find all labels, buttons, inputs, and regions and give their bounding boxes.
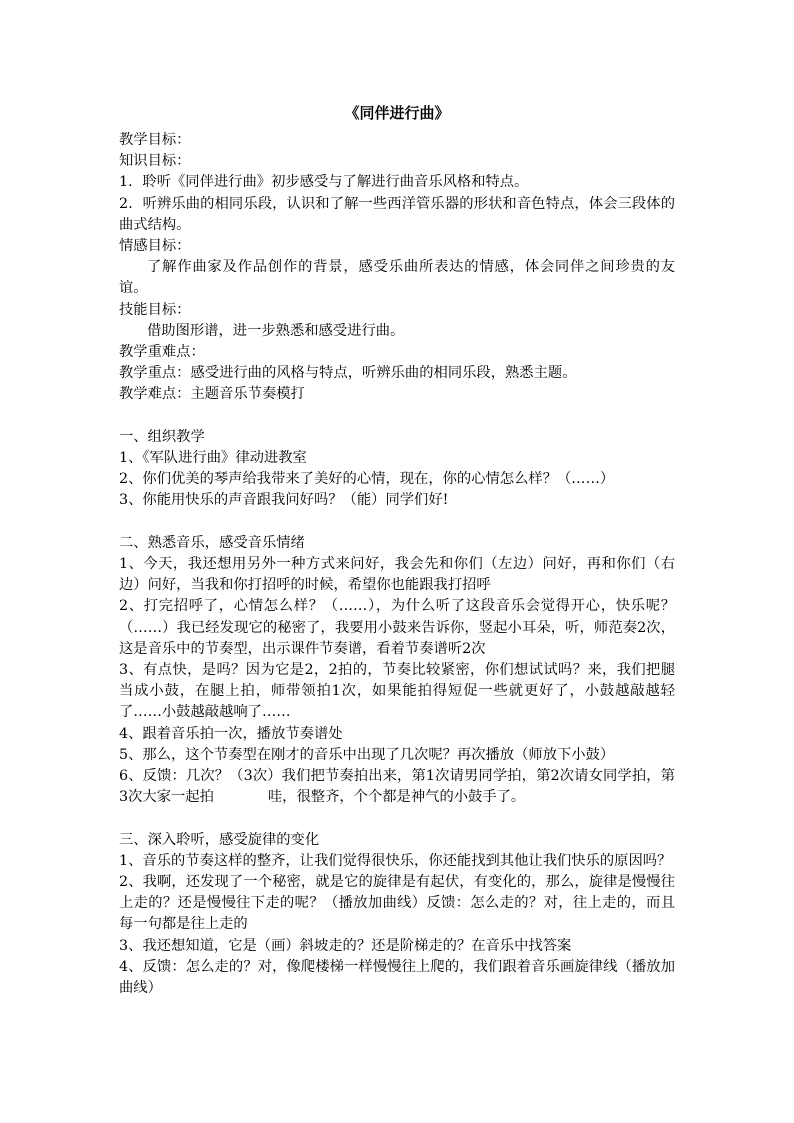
section-1-item-2: 2、你们优美的琴声给我带来了美好的心情，现在，你的心情怎么样？（……）	[119, 471, 615, 488]
section-2-item-6-part-a: 6、反馈：几次？（3次）我们把节奏拍出来，第1次请男同学拍，第2次请女同学拍，第3次大家一起拍	[119, 768, 675, 806]
section-1-item-3: 3、你能用快乐的声音跟我问好吗？（能）同学们好!	[119, 492, 449, 509]
section-2-item-5: 5、那么，这个节奏型在刚才的音乐中出现了几次呢？再次播放（师放下小鼓）	[119, 746, 615, 763]
section-1-item-1: 1、《军队进行曲》律动进教室	[119, 450, 307, 467]
spacer	[119, 406, 675, 427]
section-3-item-2: 2、我啊，还发现了一个秘密，就是它的旋律是有起伏，有变化的，那么，旋律是慢慢往上走的？还是慢慢往下走的呢？（播放加曲线）反馈：怎么走的？对，往上走的，而且每一句都是往上走的	[119, 874, 675, 933]
document-title: 《同伴进行曲》	[344, 104, 450, 122]
goals-heading: 教学目标：	[119, 132, 191, 148]
knowledge-goal-1: 1．聆听《同伴进行曲》初步感受与了解进行曲音乐风格和特点。	[119, 174, 529, 191]
skill-goals-heading: 技能目标：	[119, 301, 191, 318]
skill-goal-text: 借助图形谱，进一步熟悉和感受进行曲。	[147, 322, 405, 339]
section-2-item-4: 4、跟着音乐拍一次，播放节奏谱处	[119, 725, 343, 742]
knowledge-goal-2: 2．听辨乐曲的相同乐段，认识和了解一些西洋管乐器的形状和音色特点，体会三段体的曲式结构。	[119, 195, 675, 233]
section-2-item-2: 2、打完招呼了，心情怎么样？（……），为什么听了这段音乐会觉得开心，快乐呢？（……）我已经发现它的秘密了，我要用小鼓来告诉你，竖起小耳朵，听，师范奏2次，这是音乐中的节奏型，出示课件节奏谱，看着节奏谱听2次	[119, 598, 675, 657]
spacer	[119, 808, 675, 829]
section-3-item-1: 1、音乐的节奏这样的整齐，让我们觉得很快乐，你还能找到其他让我们快乐的原因吗？	[119, 852, 672, 869]
emotion-goals-heading: 情感目标：	[119, 238, 191, 255]
section-3-item-4: 4、反馈：怎么走的？对，像爬楼梯一样慢慢往上爬的，我们跟着音乐画旋律线（播放加曲线）	[119, 958, 675, 997]
difficulty-point: 教学难点：主题音乐节奏模打	[119, 386, 305, 403]
key-point: 教学重点：感受进行曲的风格与特点，听辨乐曲的相同乐段，熟悉主题。	[119, 365, 577, 382]
spacer	[119, 512, 675, 533]
keypoints-heading: 教学重难点：	[119, 344, 205, 361]
section-2-item-6-part-b: 哇，很整齐，个个都是神气的小鼓手了。	[267, 789, 526, 806]
section-3-item-3: 3、我还想知道，它是（画）斜坡走的？还是阶梯走的？在音乐中找答案	[119, 937, 572, 954]
section-2-item-3: 3、有点快，是吗？因为它是2，2拍的，节奏比较紧密，你们想试试吗？来，我们把腿当成小鼓，在腿上拍，师带领拍1次，如果能拍得短促一些就更好了，小鼓越敲越轻了……小鼓越敲越响了……	[119, 662, 675, 721]
section-3-heading: 三、深入聆听，感受旋律的变化	[119, 831, 320, 848]
section-1-heading: 一、组织教学	[119, 428, 205, 445]
knowledge-goals-heading: 知识目标：	[119, 153, 191, 170]
section-2-heading: 二、熟悉音乐，感受音乐情绪	[119, 534, 305, 551]
document-page	[119, 103, 675, 999]
emotion-goal-text: 了解作曲家及作品创作的背景，感受乐曲所表达的情感，体会同伴之间珍贵的友谊。	[119, 259, 675, 297]
section-2-item-6	[119, 766, 675, 808]
section-2-item-1: 1、今天，我还想用另外一种方式来问好，我会先和你们（左边）问好，再和你们（右边）问好，当我和你打招呼的时候，希望你也能跟我打招呼	[119, 556, 675, 594]
